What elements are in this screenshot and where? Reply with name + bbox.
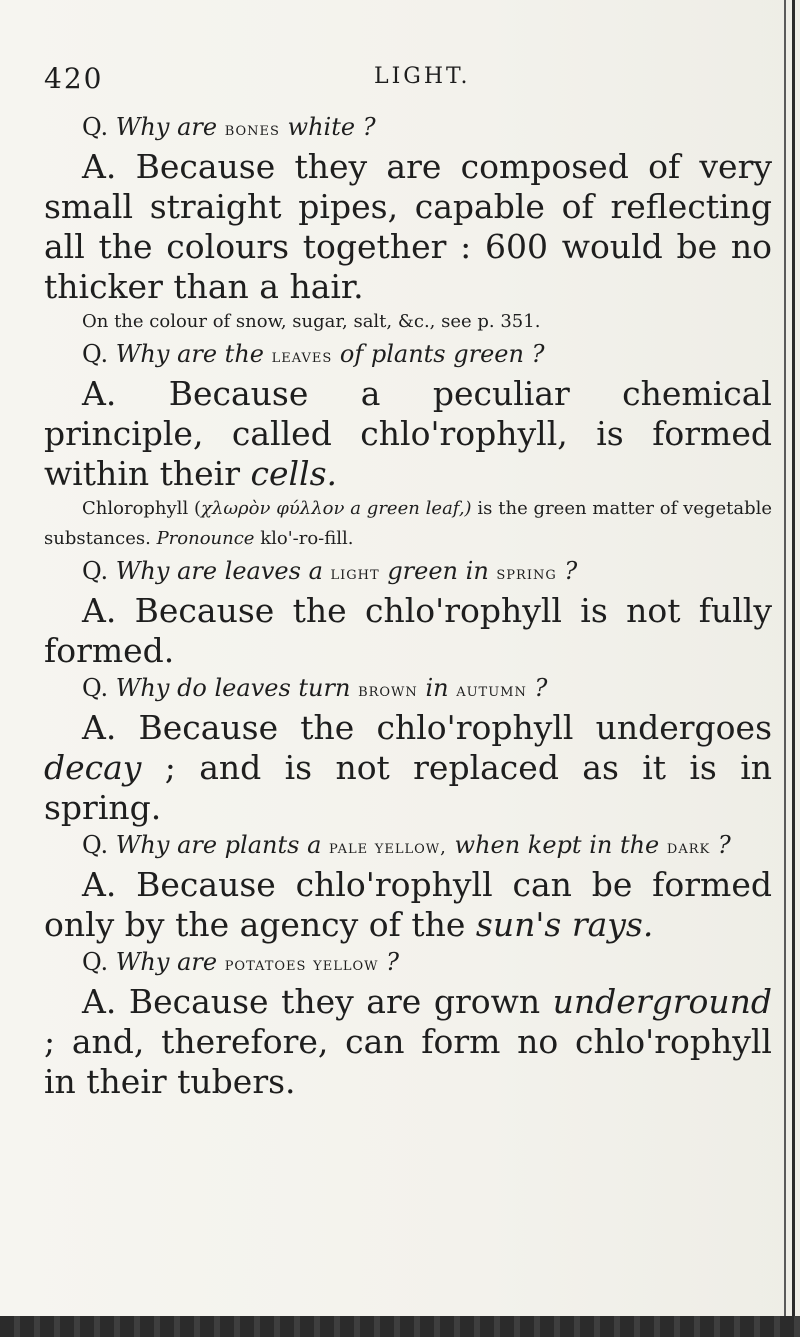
question-spring xyxy=(44,554,772,591)
answer-label: A. xyxy=(82,374,117,413)
question-keyword: leaves xyxy=(271,346,333,367)
question-text: Why are leaves a xyxy=(115,557,331,585)
question-text-end: white ? xyxy=(279,113,376,141)
question-label: Q. xyxy=(82,113,109,141)
page-edge-line xyxy=(784,0,786,1337)
question-dark xyxy=(44,828,772,865)
question-text-end: of plants green ? xyxy=(332,340,545,368)
question-keyword: pale yellow, xyxy=(329,837,447,858)
question-text: Why are plants a xyxy=(115,831,330,859)
answer-autumn xyxy=(44,708,772,828)
question-keyword: light xyxy=(330,563,380,584)
footnote-snow: On the colour of snow, sugar, salt, &c., see p. 351. xyxy=(82,311,541,332)
note-greek: χλωρὸν φύλλον xyxy=(201,498,345,519)
answer-label: A. xyxy=(82,708,117,747)
question-text-end: ? xyxy=(526,674,548,702)
question-text-mid: green in xyxy=(379,557,497,585)
bottom-scan-edge xyxy=(0,1316,800,1337)
answer-emphasis: underground xyxy=(552,982,772,1021)
question-text-end: ? xyxy=(710,831,731,859)
note-pronounce-label: Pronounce xyxy=(156,528,255,549)
answer-label: A. xyxy=(82,591,117,630)
running-title: LIGHT. xyxy=(374,64,471,89)
footnote-chlorophyll xyxy=(44,494,772,554)
question-label: Q. xyxy=(82,948,109,976)
answer-text: Because they are grown xyxy=(128,982,553,1021)
question-text-mid: in xyxy=(417,674,457,702)
note-translation: a green leaf,) xyxy=(344,498,472,519)
answer-spring xyxy=(44,591,772,671)
question-keyword: brown xyxy=(358,680,418,701)
answer-text-2: ; and is not replaced as it is in spring. xyxy=(44,748,772,827)
question-keyword-2: spring xyxy=(496,563,557,584)
answer-text: Because chlo'rophyll can be formed only by the agency of the xyxy=(44,865,772,944)
question-text-mid: when kept in the xyxy=(446,831,667,859)
question-label: Q. xyxy=(82,557,109,585)
question-text: Why do leaves turn xyxy=(115,674,359,702)
question-text: Why are the xyxy=(115,340,272,368)
answer-label: A. xyxy=(82,865,117,904)
answer-leaves xyxy=(44,374,772,494)
question-leaves xyxy=(44,337,772,374)
question-keyword: bones xyxy=(224,119,280,140)
note-text: Chlorophyll ( xyxy=(82,498,202,519)
question-text: Why are xyxy=(115,113,225,141)
question-label: Q. xyxy=(82,674,109,702)
question-potatoes xyxy=(44,945,772,982)
answer-text: Because the chlo'rophyll is not fully formed. xyxy=(44,591,772,670)
question-keyword-2: autumn xyxy=(456,680,527,701)
question-text-end: ? xyxy=(378,948,400,976)
question-text: Why are xyxy=(115,948,225,976)
page-header xyxy=(44,62,764,102)
page-edge-line-outer xyxy=(792,0,795,1337)
answer-bones xyxy=(44,147,772,307)
question-keyword: potatoes yellow xyxy=(224,954,379,975)
answer-emphasis: decay xyxy=(44,748,142,787)
answer-label: A. xyxy=(82,982,117,1021)
answer-emphasis: sun's rays. xyxy=(475,905,654,944)
question-label: Q. xyxy=(82,831,109,859)
note-pronunciation: klo'-ro-fill. xyxy=(254,528,354,549)
question-text-end: ? xyxy=(556,557,578,585)
page-content xyxy=(44,110,772,1102)
answer-emphasis: cells. xyxy=(250,454,338,493)
answer-label: A. xyxy=(82,147,117,186)
answer-potatoes xyxy=(44,982,772,1102)
answer-text: Because the chlo'rophyll undergoes xyxy=(138,708,773,747)
answer-text: Because they are composed of very small straight pipes, capable of reflecting all the colours together : 600 would be no thicker than a hair. xyxy=(44,147,772,306)
question-label: Q. xyxy=(82,340,109,368)
question-autumn xyxy=(44,671,772,708)
question-keyword-2: dark xyxy=(666,837,711,858)
answer-dark xyxy=(44,865,772,945)
note-text-2: is the green matter of vegetable substances. xyxy=(44,498,773,549)
answer-text-2: ; and, therefore, can form no chlo'rophyll in their tubers. xyxy=(44,1022,772,1101)
answer-text: Because a peculiar chemical principle, called chlo'rophyll, is formed within their xyxy=(44,374,772,493)
question-bones xyxy=(44,110,772,147)
page-number: 420 xyxy=(44,62,104,95)
